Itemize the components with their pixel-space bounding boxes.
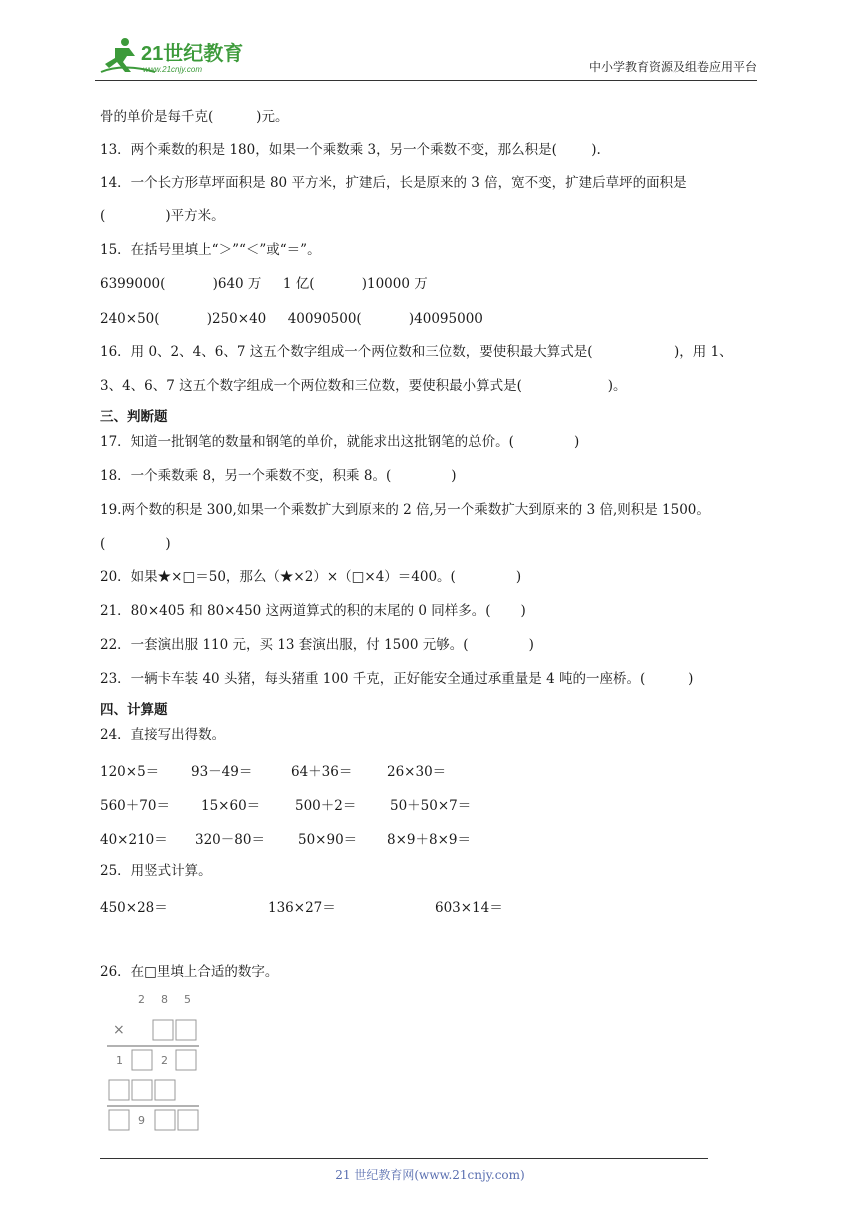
- question-23: 23．一辆卡车装 40 头猪，每头猪重 100 千克，正好能安全通过承重量是 4 吨的一座桥。( ): [100, 671, 694, 687]
- question-13: 13．两个乘数的积是 180，如果一个乘数乘 3，另一个乘数不变，那么积是( ).: [100, 142, 601, 158]
- blank-box[interactable]: [153, 1020, 173, 1040]
- page-footer: 21 世纪教育网(www.21cnjy.com): [335, 1168, 525, 1182]
- section-judgement-title: 三、判断题: [100, 409, 168, 425]
- blank-box[interactable]: [109, 1110, 129, 1130]
- logo-main-text: 21世纪教育: [141, 43, 244, 65]
- blank-box[interactable]: [155, 1080, 175, 1100]
- blank-box[interactable]: [178, 1110, 198, 1130]
- calc-item: 8×9＋8×9＝: [387, 832, 471, 848]
- puzzle-digit: 1: [116, 1054, 123, 1067]
- question-19-line1: 19.两个数的积是 300,如果一个乘数扩大到原来的 2 倍,另一个乘数扩大到原来的 3 倍,则积是 1500。: [100, 502, 710, 518]
- logo-url-text: www.21cnjy.com: [143, 65, 202, 74]
- question-25: 25．用竖式计算。: [100, 863, 212, 879]
- question-15-row2: 240×50( )250×40 40090500( )40095000: [100, 311, 483, 327]
- puzzle-digit: 2: [138, 993, 145, 1006]
- blank-box[interactable]: [132, 1050, 152, 1070]
- puzzle-digit: 2: [161, 1054, 168, 1067]
- question-15: 15．在括号里填上“＞”“＜”或“＝”。: [100, 242, 321, 258]
- calc-item: 15×60＝: [201, 798, 261, 814]
- question-16-line2: 3、4、6、7 这五个数字组成一个两位数和三位数，要使积最小算式是( )。: [100, 378, 627, 394]
- puzzle-digit: 5: [184, 993, 191, 1006]
- question-15-row1: 6399000( )640 万 1 亿( )10000 万: [100, 276, 428, 292]
- puzzle-digit: 9: [138, 1114, 145, 1127]
- page-header: [95, 30, 757, 81]
- question-16-line1: 16．用 0、2、4、6、7 这五个数字组成一个两位数和三位数，要使积最大算式是( )，用 1、: [100, 344, 733, 360]
- calc-item: 64＋36＝: [291, 764, 353, 780]
- logo: [95, 32, 265, 76]
- calc-item: 50×90＝: [298, 832, 358, 848]
- puzzle-digit: 8: [161, 993, 168, 1006]
- calc-item: 320－80＝: [195, 832, 265, 848]
- vertical-calc-item: 603×14＝: [435, 900, 503, 916]
- question-14-line2: ( )平方米。: [100, 208, 225, 224]
- platform-name: 中小学教育资源及组卷应用平台: [588, 60, 757, 74]
- vertical-calc-item: 450×28＝: [100, 900, 168, 916]
- calc-item: 120×5＝: [100, 764, 160, 780]
- section-calculation-title: 四、计算题: [100, 702, 168, 718]
- calc-item: 26×30＝: [387, 764, 447, 780]
- question-22: 22．一套演出服 110 元，买 13 套演出服，付 1500 元够。( ): [100, 637, 534, 653]
- calc-item: 50＋50×7＝: [390, 798, 472, 814]
- calc-item: 93－49＝: [191, 764, 253, 780]
- question-19-line2: ( ): [100, 536, 171, 552]
- question-24: 24．直接写出得数。: [100, 727, 226, 743]
- blank-box[interactable]: [176, 1020, 196, 1040]
- blank-box[interactable]: [155, 1110, 175, 1130]
- question-20: 20．如果★×□＝50，那么（★×2）×（□×4）＝400。( ): [100, 569, 522, 585]
- blank-box[interactable]: [109, 1080, 129, 1100]
- vertical-calc-item: 136×27＝: [268, 900, 336, 916]
- footer-divider: [100, 1158, 708, 1159]
- question-14-line1: 14．一个长方形草坪面积是 80 平方米，扩建后，长是原来的 3 倍，宽不变，扩建后草坪的面积是: [100, 175, 687, 191]
- question-18: 18．一个乘数乘 8，另一个乘数不变，积乘 8。( ): [100, 468, 457, 484]
- blank-box[interactable]: [176, 1050, 196, 1070]
- calc-item: 40×210＝: [100, 832, 168, 848]
- question-26: 26．在□里填上合适的数字。: [100, 964, 279, 980]
- calc-item: 560＋70＝: [100, 798, 170, 814]
- question-12-cont: 骨的单价是每千克( )元。: [100, 109, 289, 125]
- question-21: 21．80×405 和 80×450 这两道算式的积的末尾的 0 同样多。( ): [100, 603, 526, 619]
- times-sign: ×: [113, 1022, 125, 1038]
- question-17: 17．知道一批钢笔的数量和钢笔的单价，就能求出这批钢笔的总价。( ): [100, 434, 580, 450]
- multiplication-puzzle: [105, 990, 215, 1140]
- blank-box[interactable]: [132, 1080, 152, 1100]
- calc-item: 500＋2＝: [295, 798, 357, 814]
